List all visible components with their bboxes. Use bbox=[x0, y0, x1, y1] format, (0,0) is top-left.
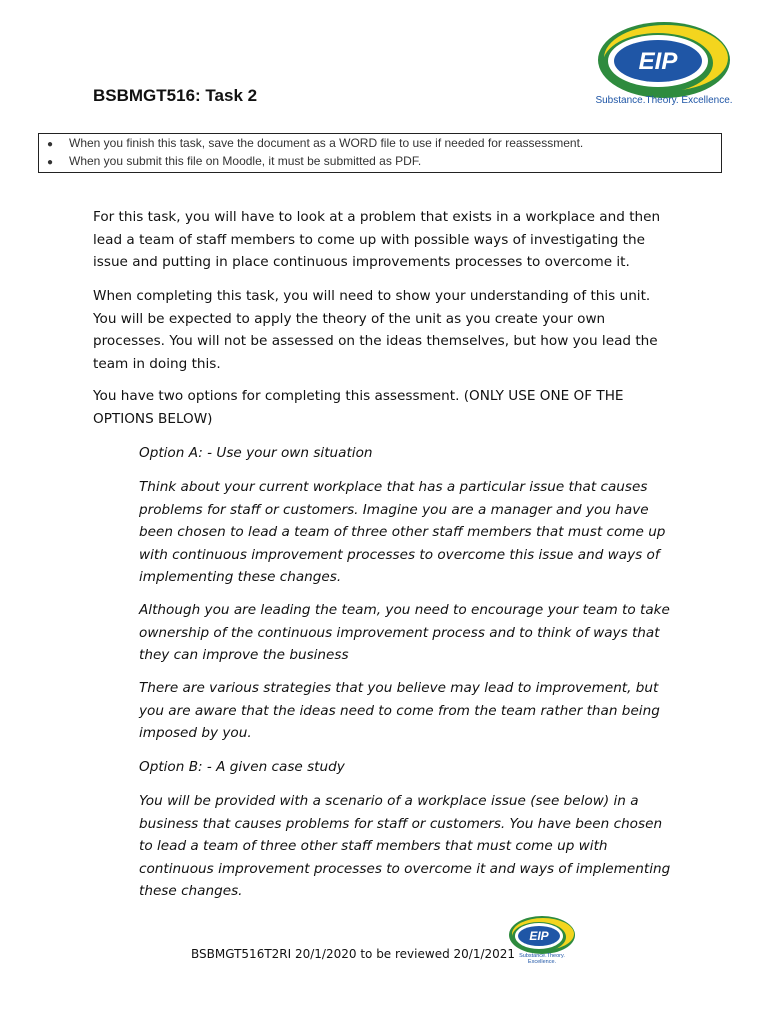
understanding-paragraph: When completing this task, you will need to show your understanding of this unit. You will be expected to apply the theory of the unit as you create your own processes. You will not be assessed on the ideas themselves, but how you lead the team in doing this. bbox=[93, 288, 658, 372]
bullet-icon: ● bbox=[47, 139, 54, 150]
notice-item: ● When you submit this file on Moodle, it must be submitted as PDF. bbox=[47, 154, 422, 168]
logo-small-text: EIP bbox=[529, 929, 549, 943]
bullet-icon: ● bbox=[47, 157, 54, 168]
logo-tagline: Substance.Theory. Excellence. bbox=[595, 95, 733, 106]
option-b-description: You will be provided with a scenario of a workplace issue (see below) in a business that causes problems for staff or customers. You have been chosen to lead a team of three other staff members that must come up with continuous improvement processes to overcome it and ways of implementing these changes. bbox=[139, 793, 671, 899]
logo-text: EIP bbox=[638, 48, 678, 75]
document-code: BSBMGT516T2RI 20/1/2020 to be reviewed 20/1/2021 bbox=[191, 947, 516, 961]
options-paragraph: You have two options for completing this assessment. (ONLY USE ONE OF THE OPTIONS BELOW) bbox=[93, 388, 624, 427]
option-a-ownership: Although you are leading the team, you need to encourage your team to take ownership of the continuous improvement process and to think of ways that they can improve the business bbox=[139, 602, 670, 663]
option-a-strategies: There are various strategies that you believe may lead to improvement, but you are aware that the ideas need to come from the team rather than being imposed by you. bbox=[139, 680, 660, 741]
option-a-description: Think about your current workplace that has a particular issue that causes problems for staff or customers. Imagine you are a manager and you have been chosen to lead a team of three other staff members that must come up with continuous improvement processes to overcome this issue and ways of implementing these changes. bbox=[139, 479, 666, 585]
notice-item: ● When you finish this task, save the document as a WORD file to use if needed for reassessment. bbox=[47, 136, 584, 150]
intro-paragraph: For this task, you will have to look at a problem that exists in a workplace and then lead a team of staff members to come up with possible ways of investigating the issue and putting in place continuous improvements processes to overcome it. bbox=[93, 209, 661, 270]
logo-small-tagline: Substance.Theory. Excellence. bbox=[519, 953, 565, 965]
option-a-heading: Option A: - Use your own situation bbox=[139, 445, 373, 461]
option-b-heading: Option B: - A given case study bbox=[139, 759, 345, 775]
instructions-box bbox=[38, 133, 722, 173]
page-title: BSBMGT516: Task 2 bbox=[93, 86, 258, 105]
